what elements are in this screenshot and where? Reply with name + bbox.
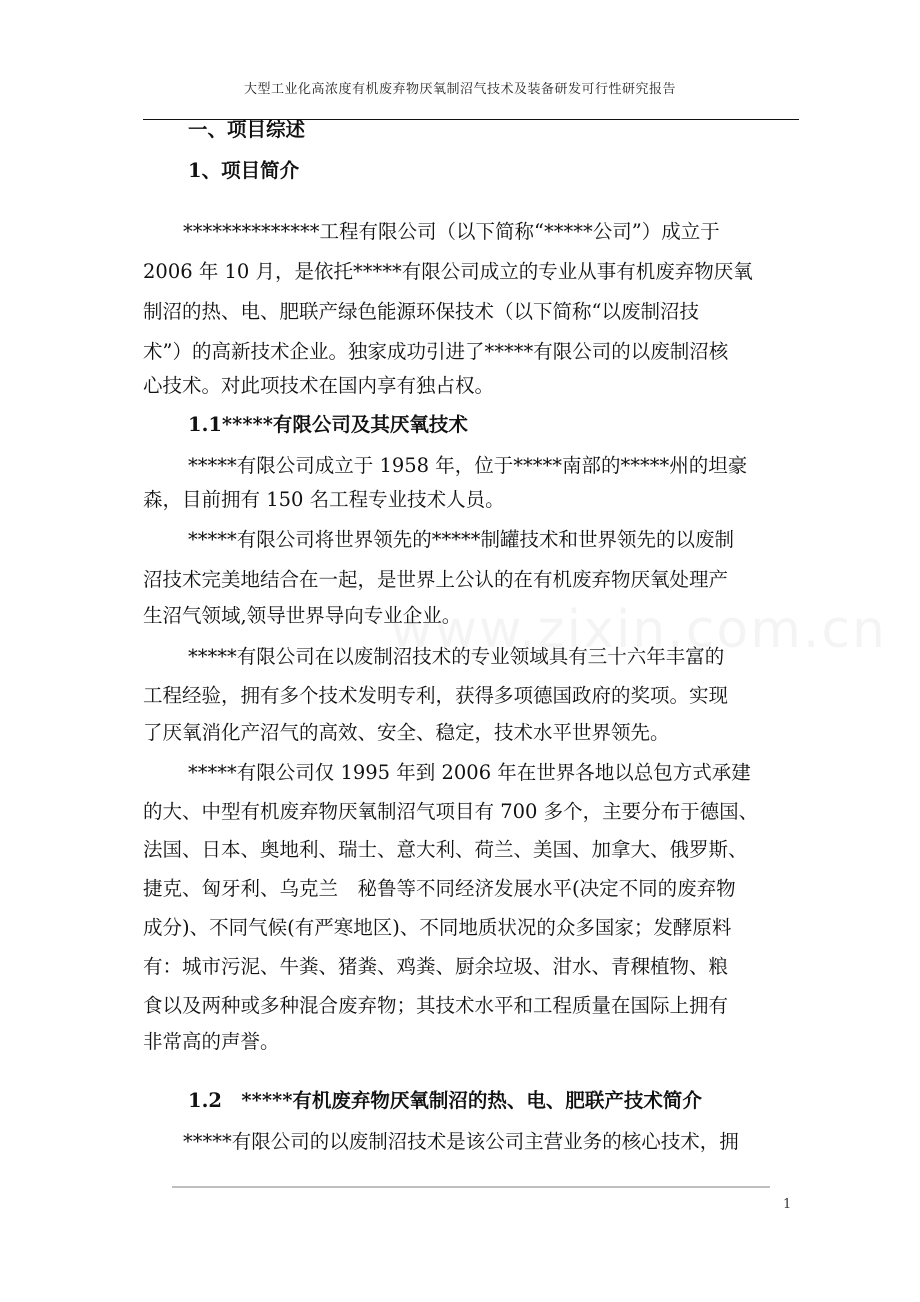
paragraph-line: *****有限公司仅 1995 年到 2006 年在世界各地以总包方式承建 bbox=[188, 761, 751, 784]
page-number: 1 bbox=[783, 1197, 792, 1212]
paragraph-line: 法国、日本、奥地利、瑞士、意大利、荷兰、美国、加拿大、俄罗斯、 bbox=[143, 838, 748, 861]
paragraph-line: 捷克、匈牙利、乌克兰 秘鲁等不同经济发展水平(决定不同的废弃物 bbox=[143, 877, 736, 900]
paragraph-line: 的大、中型有机废弃物厌氧制沼气项目有 700 多个，主要分布于德国、 bbox=[143, 800, 759, 823]
paragraph-line: 成分)、不同气候(有严寒地区)、不同地质状况的众多国家；发酵原料 bbox=[143, 916, 732, 939]
subsection-heading: 1、项目简介 bbox=[188, 159, 300, 182]
section-heading: 一、项目综述 bbox=[188, 118, 306, 141]
paragraph-line: **************工程有限公司（以下简称“*****公司”）成立于 bbox=[183, 220, 720, 243]
paragraph-line: 非常高的声誉。 bbox=[143, 1030, 280, 1053]
paragraph-line: 沼技术完美地结合在一起，是世界上公认的在有机废弃物厌氧处理产 bbox=[143, 568, 729, 591]
paragraph-line: *****有限公司成立于 1958 年，位于*****南部的*****州的坦豪 bbox=[188, 454, 748, 477]
paragraph-line: *****有限公司将世界领先的*****制罐技术和世界领先的以废制 bbox=[188, 528, 735, 551]
running-header: 大型工业化高浓度有机废弃物厌氧制沼气技术及装备研发可行性研究报告 bbox=[243, 82, 676, 97]
subsection-heading: 1.2 *****有机废弃物厌氧制沼的热、电、肥联产技术简介 bbox=[188, 1089, 702, 1112]
paragraph-line: 了厌氧消化产沼气的高效、安全、稳定，技术水平世界领先。 bbox=[143, 721, 670, 744]
paragraph-line: *****有限公司在以废制沼技术的专业领域具有三十六年丰富的 bbox=[188, 645, 725, 668]
paragraph-line: 制沼的热、电、肥联产绿色能源环保技术（以下简称“以废制沼技 bbox=[143, 300, 699, 323]
paragraph-line: 2006 年 10 月，是依托*****有限公司成立的专业从事有机废弃物厌氧 bbox=[143, 260, 753, 283]
footer-divider bbox=[172, 1186, 770, 1188]
paragraph-line: *****有限公司的以废制沼技术是该公司主营业务的核心技术，拥 bbox=[183, 1130, 739, 1153]
paragraph-line: 工程经验，拥有多个技术发明专利，获得多项德国政府的奖项。实现 bbox=[143, 684, 729, 707]
paragraph-line: 术”）的高新技术企业。独家成功引进了*****有限公司的以废制沼核 bbox=[143, 340, 729, 363]
paragraph-line: 有：城市污泥、牛粪、猪粪、鸡粪、厨余垃圾、泔水、青稞植物、粮 bbox=[143, 955, 729, 978]
paragraph-line: 森，目前拥有 150 名工程专业技术人员。 bbox=[143, 488, 505, 511]
subsection-heading: 1.1*****有限公司及其厌氧技术 bbox=[188, 413, 468, 436]
paragraph-line: 食以及两种或多种混合废弃物；其技术水平和工程质量在国际上拥有 bbox=[143, 994, 729, 1017]
paragraph-line: 生沼气领域,领导世界导向专业企业。 bbox=[143, 604, 462, 627]
paragraph-line: 心技术。对此项技术在国内享有独占权。 bbox=[143, 374, 495, 397]
